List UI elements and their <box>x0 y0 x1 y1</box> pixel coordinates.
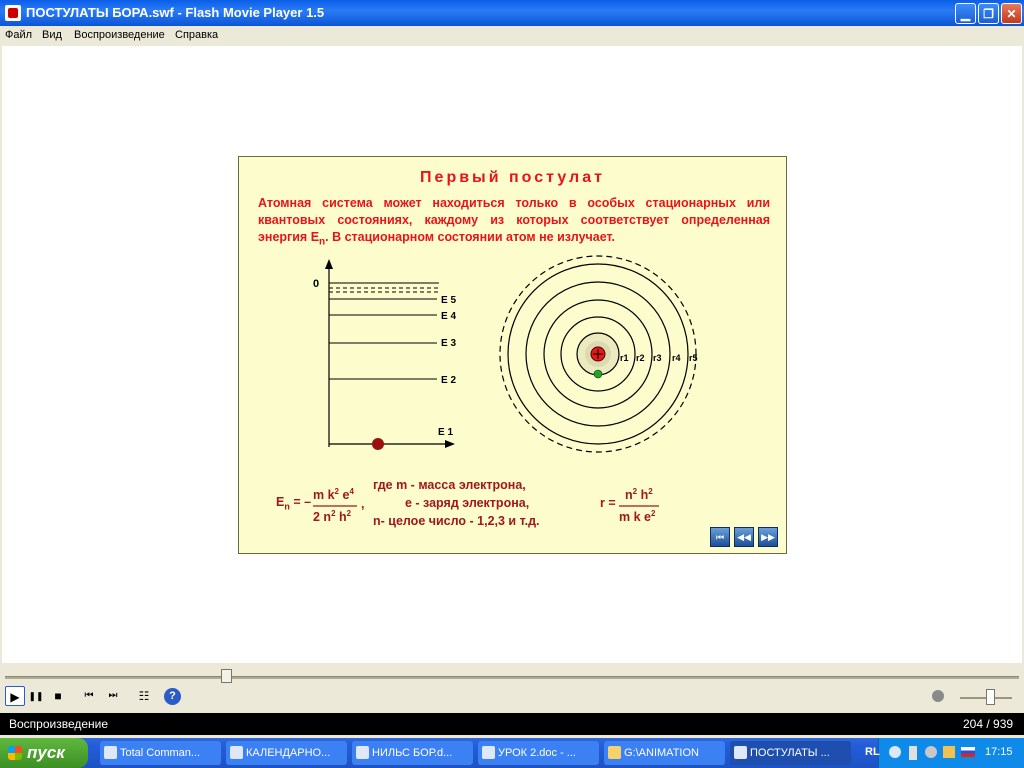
level-e5-label: E 5 <box>441 295 457 306</box>
electron <box>594 370 602 378</box>
orbit-label-r2: r2 <box>636 353 645 363</box>
energy-num-exp1: 2 <box>334 487 339 496</box>
menu-help[interactable]: Справка <box>175 29 219 41</box>
task-postulates-player[interactable] <box>730 741 851 765</box>
flash-player-icon <box>5 5 21 21</box>
energy-den-h: h <box>339 510 347 525</box>
slide-prev-button[interactable]: ◀◀ <box>734 527 754 547</box>
menu-playback[interactable]: Воспроизведение <box>74 29 165 41</box>
task-label: УРОК 2.doc - ... <box>498 747 576 759</box>
playlist-button[interactable]: ☷ <box>138 689 150 703</box>
energy-formula-numerator <box>313 487 354 502</box>
task-total-commander[interactable] <box>100 741 221 765</box>
folder-icon <box>608 746 621 759</box>
volume-thumb[interactable] <box>986 689 995 705</box>
windows-logo-icon <box>8 746 22 760</box>
tray-printer-icon[interactable] <box>943 746 955 758</box>
prev-frame-button[interactable]: ⏮ <box>84 690 94 701</box>
legend-line-mass: где m - масса электрона, <box>373 478 526 492</box>
status-bar <box>0 713 1024 735</box>
player-controls <box>0 663 1024 713</box>
window-titlebar[interactable] <box>0 0 1024 26</box>
ground-axis-arrow <box>445 440 455 448</box>
energy-den-exp1: 2 <box>331 509 336 518</box>
system-tray <box>865 738 1024 768</box>
seek-thumb[interactable] <box>221 669 232 683</box>
energy-formula-comma: , <box>361 497 365 511</box>
word-icon <box>482 746 495 759</box>
radius-den-exp: 2 <box>650 509 656 518</box>
start-button[interactable] <box>0 738 88 768</box>
radius-den-mke: m k e <box>619 510 651 525</box>
energy-den-2n: 2 n <box>313 510 332 525</box>
slide-title: Первый постулат <box>420 169 605 186</box>
start-label: пуск <box>27 743 65 762</box>
orbit-label-r5: r5 <box>689 353 698 363</box>
status-text: Воспроизведение <box>9 717 109 731</box>
stop-button[interactable]: ■ <box>54 689 62 703</box>
task-calendar-doc[interactable] <box>226 741 347 765</box>
task-bohr-doc[interactable] <box>352 741 473 765</box>
level-e2-label: E 2 <box>441 375 457 386</box>
legend-line-charge: e - заряд электрона, <box>405 496 530 510</box>
task-label: Total Comman... <box>120 747 201 759</box>
radius-formula-lhs: r = <box>600 496 616 510</box>
energy-formula-eq: = – <box>293 495 312 509</box>
word-icon <box>356 746 369 759</box>
russian-flag-icon[interactable] <box>961 747 975 757</box>
level-e3-label: E 3 <box>441 338 457 349</box>
slide-first-button[interactable]: ⏮ <box>710 527 730 547</box>
radius-num-exp2: 2 <box>648 487 653 496</box>
tray-clock-icon[interactable] <box>925 746 937 758</box>
tray-nav-icon[interactable] <box>889 746 901 758</box>
level-e4-label: E 4 <box>441 311 457 322</box>
menu-file[interactable]: Файл <box>5 29 33 41</box>
pause-button[interactable]: ❚❚ <box>28 691 44 701</box>
app-icon <box>104 746 117 759</box>
task-label: G:\ANIMATION <box>624 747 699 759</box>
energy-zero-label: 0 <box>313 278 320 290</box>
orbit-label-r1: r1 <box>620 353 629 363</box>
energy-formula-lhs <box>276 495 311 512</box>
taskbar <box>0 738 1024 768</box>
postulate-text-post: . В стационарном состоянии атом не излучает. <box>325 230 616 244</box>
word-icon <box>230 746 243 759</box>
energy-formula-sub: n <box>284 501 290 512</box>
close-button[interactable]: ✕ <box>1001 3 1022 24</box>
legend-line-integer: n- целое число - 1,2,3 и т.д. <box>373 514 540 528</box>
postulate-text-pre: Атомная система может находиться только в особых стационарных или квантовых состояниях, каждому из которых соответствует определенная энергия E <box>258 196 770 244</box>
energy-formula-e: E <box>276 495 285 509</box>
radius-formula-denominator <box>619 509 655 524</box>
task-animation-folder[interactable] <box>604 741 725 765</box>
window-title: ПОСТУЛАТЫ БОРА.swf - Flash Movie Player 1.5 <box>26 5 325 20</box>
radius-num-n: n <box>625 488 633 503</box>
task-lesson-doc[interactable] <box>478 741 599 765</box>
energy-num-exp2: 4 <box>349 487 354 496</box>
level-e1-label: E 1 <box>438 427 454 438</box>
slide-next-button[interactable]: ▶▶ <box>758 527 778 547</box>
speaker-icon[interactable] <box>932 690 944 702</box>
tray-device-icon[interactable] <box>909 746 917 760</box>
flash-slide <box>238 156 787 554</box>
next-frame-button[interactable]: ⏭ <box>108 690 118 701</box>
language-indicator[interactable]: RL <box>865 746 880 758</box>
flash-player-icon <box>734 746 747 759</box>
frame-counter: 204 / 939 <box>963 717 1014 731</box>
orbit-label-r3: r3 <box>653 353 662 363</box>
radius-num-exp1: 2 <box>632 487 638 496</box>
energy-formula-denominator <box>313 509 351 524</box>
maximize-button[interactable]: ❐ <box>978 3 999 24</box>
energy-axis-arrow <box>325 259 333 269</box>
radius-formula-numerator <box>625 487 653 502</box>
movie-stage <box>2 46 1022 663</box>
clock[interactable]: 17:15 <box>985 746 1013 758</box>
help-button[interactable]: ? <box>164 688 181 705</box>
task-label: КАЛЕНДАРНО... <box>246 747 331 759</box>
task-label: ПОСТУЛАТЫ ... <box>750 747 830 759</box>
electron-level-dot <box>372 438 384 450</box>
minimize-button[interactable]: ▁ <box>955 3 976 24</box>
seek-bar[interactable] <box>5 676 1019 679</box>
task-label: НИЛЬС БОР.d... <box>372 747 453 759</box>
orbit-label-r4: r4 <box>672 353 681 363</box>
play-button[interactable]: ▶ <box>5 686 25 706</box>
postulate-text-sub: n <box>319 236 326 248</box>
energy-den-exp2: 2 <box>346 509 352 518</box>
energy-num-mk: m k <box>313 488 335 503</box>
menu-bar <box>0 26 1024 45</box>
radius-num-h: h <box>640 488 649 503</box>
energy-num-e: e <box>342 488 350 503</box>
menu-view[interactable]: Вид <box>42 29 62 41</box>
